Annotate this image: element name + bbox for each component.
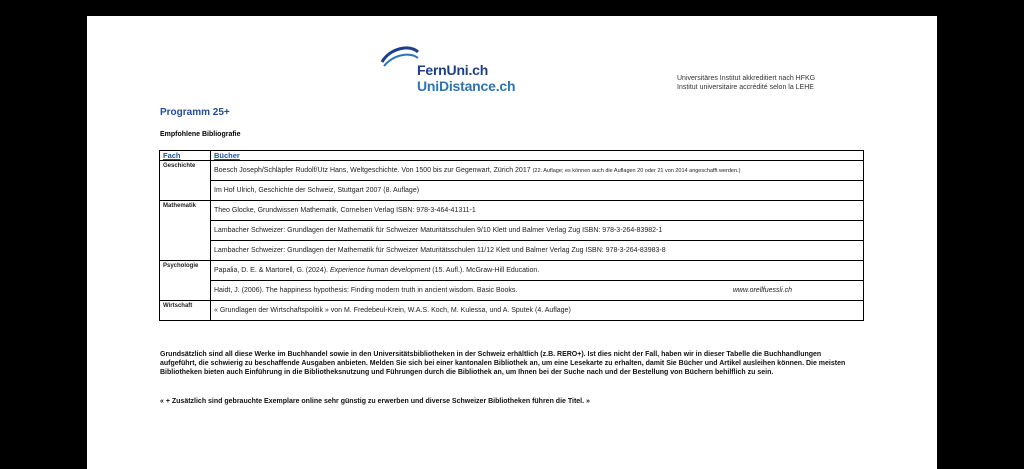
fach-cell-wirtschaft: Wirtschaft	[160, 301, 211, 321]
table-header-row	[160, 151, 864, 161]
book-cell	[211, 261, 864, 281]
accreditation-line-de: Universitäres Institut akkreditiert nach HFKG	[677, 75, 816, 82]
table-row	[160, 201, 864, 221]
bibliography-subtitle: Empfohlene Bibliografie	[160, 131, 241, 138]
info-note: « + Zusätzlich sind gebrauchte Exemplare online sehr günstig zu erwerben und diverse Schweizer Bibliotheken führen die Titel. »	[160, 398, 590, 405]
logo-fernuni-text: FernUni.ch	[417, 62, 489, 78]
table-row	[160, 221, 864, 241]
bookshop-link[interactable]: www.orellfuessli.ch	[732, 287, 792, 294]
book-note: (22. Auflage; es können auch die Auflagen 20 oder 21 von 2014 angeschafft werden.)	[532, 168, 741, 174]
book-text-post: (15. Aufl.). McGraw-Hill Education.	[430, 267, 540, 274]
logo-unidistance-text: UniDistance.ch	[417, 78, 516, 94]
header-fach: Fach	[160, 151, 211, 161]
info-paragraph: Grundsätzlich sind all diese Werke im Buchhandel sowie in den Universitätsbibliotheken in der Schweiz erhältlich (z.B. RERO+). Ist dies nicht der Fall, haben wir in dieser Tabelle die Buchhandlungen aufgeführt, die schwierig zu beschaffende Ausgaben anbieten. Melden Sie sich bei einer kantonalen Bibliothek an, um eine Lesekarte zu erhalten, damit Sie Bücher und Artikel ausleihen können. Die meisten Bibliotheken bieten auch Einführung in die Bibliotheksnutzung und Führungen durch die Bibliothek an, um Ihnen bei der Suche nach und der Bestellung von Büchern behilflich zu sein.	[160, 351, 846, 376]
accreditation-line-fr: Institut universitaire accrédité selon la LEHE	[677, 84, 814, 91]
book-title-italic: Experience human development	[329, 267, 431, 274]
accreditation-text	[677, 74, 815, 92]
book-cell: Im Hof Ulrich, Geschichte der Schweiz, Stuttgart 2007 (8. Auflage)	[211, 181, 864, 201]
book-cell: Lambacher Schweizer: Grundlagen der Mathematik für Schweizer Maturitätsschulen 11/12 Klett und Balmer Verlag Zug ISBN: 978-3-264-83983-8	[211, 241, 864, 261]
book-text-pre: Papalia, D. E. & Martorell, G. (2024).	[214, 267, 330, 274]
swoosh-logo-icon	[380, 42, 420, 72]
table-row	[160, 261, 864, 281]
table-row	[160, 181, 864, 201]
header-buecher: Bücher	[211, 151, 864, 161]
table-row	[160, 241, 864, 261]
book-cell: Lambacher Schweizer: Grundlagen der Mathematik für Schweizer Maturitätsschulen 9/10 Klett und Balmer Verlag Zug ISBN: 978-3-264-83982-1	[211, 221, 864, 241]
table-row	[160, 301, 864, 321]
fach-cell-mathematik: Mathematik	[160, 201, 211, 261]
program-title: Programm 25+	[160, 107, 230, 118]
bibliography-table	[159, 150, 864, 321]
table-row	[160, 281, 864, 301]
fach-cell-psychologie: Psychologie	[160, 261, 211, 301]
book-cell	[211, 281, 864, 301]
book-text: Haidt, J. (2006). The happiness hypothesis: Finding modern truth in ancient wisdom. Basic Books.	[214, 287, 518, 294]
book-cell: « Grundlagen der Wirtschaftspolitik » von M. Fredebeul-Krein, W.A.S. Koch, M. Kulessa, und A. Sputek (4. Auflage)	[211, 301, 864, 321]
book-cell: Theo Glocke, Grundwissen Mathematik, Cornelsen Verlag ISBN: 978-3-464-41311-1	[211, 201, 864, 221]
book-text: Boesch Joseph/Schläpfer Rudolf/Utz Hans, Weltgeschichte. Von 1500 bis zur Gegenwart, Zürich 2017	[214, 167, 531, 174]
fach-cell-geschichte: Geschichte	[160, 161, 211, 201]
fernuni-logo	[380, 42, 520, 98]
book-cell	[211, 161, 864, 181]
table-row	[160, 161, 864, 181]
document-page	[87, 16, 937, 469]
